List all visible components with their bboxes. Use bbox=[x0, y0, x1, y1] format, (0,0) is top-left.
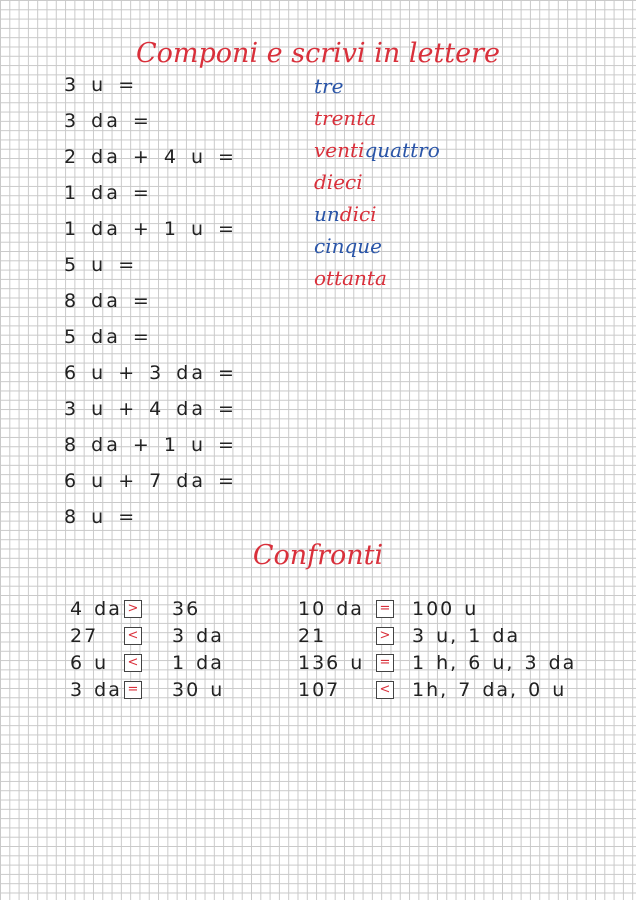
comparison-sign-box: = bbox=[376, 600, 394, 618]
answer-part: trenta bbox=[314, 106, 377, 130]
exercise-item: 1 da = bbox=[64, 182, 152, 204]
comparison-sign-box: < bbox=[124, 654, 142, 672]
comparison-right-value: 100 u bbox=[412, 598, 479, 620]
comparison-sign-box: = bbox=[124, 681, 142, 699]
comparison-sign-box: > bbox=[124, 600, 142, 618]
answer-part: venti bbox=[314, 138, 365, 162]
exercise-item: 2 da + 4 u = bbox=[64, 146, 237, 168]
comparison-left-value: 27 bbox=[70, 625, 99, 647]
answer-item bbox=[314, 266, 387, 290]
comparison-left-value: 3 da bbox=[70, 679, 122, 701]
comparison-left-value: 107 bbox=[298, 679, 341, 701]
comparison-right-value: 1h, 7 da, 0 u bbox=[412, 679, 567, 701]
exercise-item: 8 u = bbox=[64, 506, 138, 528]
answer-part: tre bbox=[314, 74, 344, 98]
comparison-left-value: 10 da bbox=[298, 598, 364, 620]
title-compose: Componi e scrivi in lettere bbox=[136, 38, 500, 69]
answer-item bbox=[314, 74, 343, 98]
answer-item bbox=[314, 202, 377, 226]
comparison-right-value: 1 da bbox=[172, 652, 224, 674]
exercise-item: 8 da = bbox=[64, 290, 152, 312]
comparison-right-value: 3 u, 1 da bbox=[412, 625, 521, 647]
comparison-left-value: 136 u bbox=[298, 652, 365, 674]
answer-item bbox=[314, 234, 382, 258]
answer-part: un bbox=[314, 202, 340, 226]
answer-item bbox=[314, 138, 440, 162]
comparison-row bbox=[298, 598, 578, 624]
exercise-item: 6 u + 3 da = bbox=[64, 362, 237, 384]
comparison-sign-box: < bbox=[376, 681, 394, 699]
comparison-right-value: 30 u bbox=[172, 679, 225, 701]
comparison-row bbox=[298, 652, 578, 678]
title-compare: Confronti bbox=[252, 540, 384, 571]
exercise-item: 6 u + 7 da = bbox=[64, 470, 237, 492]
comparison-left-value: 6 u bbox=[70, 652, 109, 674]
exercise-item: 5 da = bbox=[64, 326, 152, 348]
answer-part: dieci bbox=[314, 170, 363, 194]
exercise-item: 3 da = bbox=[64, 110, 152, 132]
exercise-item: 5 u = bbox=[64, 254, 138, 276]
comparison-left-value: 21 bbox=[298, 625, 327, 647]
comparison-sign-box: > bbox=[376, 627, 394, 645]
comparison-left-value: 4 da bbox=[70, 598, 122, 620]
exercise-item: 3 u = bbox=[64, 74, 138, 96]
exercise-item: 1 da + 1 u = bbox=[64, 218, 237, 240]
exercise-item: 8 da + 1 u = bbox=[64, 434, 237, 456]
comparison-row bbox=[298, 679, 578, 705]
comparison-right-value: 1 h, 6 u, 3 da bbox=[412, 652, 577, 674]
answer-item bbox=[314, 106, 376, 130]
answer-part: dici bbox=[339, 202, 377, 226]
exercise-item: 3 u + 4 da = bbox=[64, 398, 237, 420]
answer-part: quattro bbox=[364, 138, 440, 162]
comparison-right-value: 3 da bbox=[172, 625, 224, 647]
comparison-sign-box: < bbox=[124, 627, 142, 645]
answer-item bbox=[314, 170, 363, 194]
answer-part: cinque bbox=[314, 234, 382, 258]
comparison-row bbox=[298, 625, 578, 651]
comparison-sign-box: = bbox=[376, 654, 394, 672]
comparison-right-value: 36 bbox=[172, 598, 201, 620]
answer-part: ottanta bbox=[314, 266, 387, 290]
